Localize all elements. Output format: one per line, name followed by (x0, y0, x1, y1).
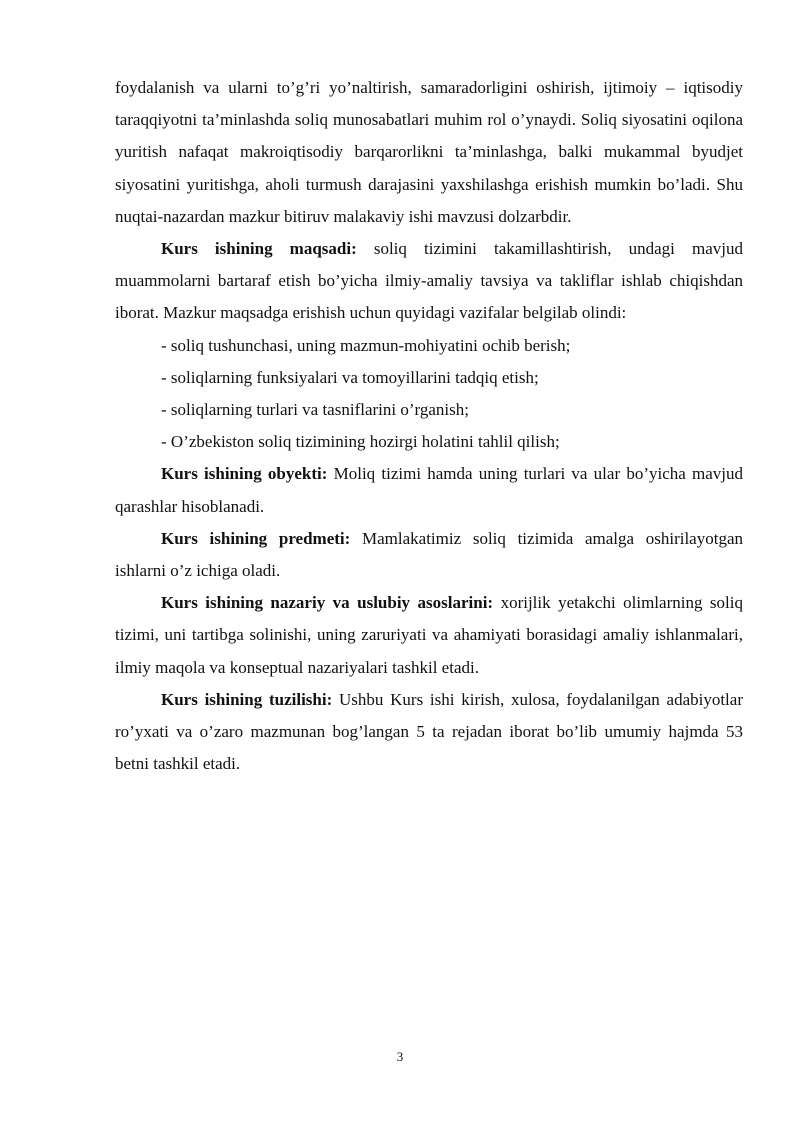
subject-paragraph (115, 523, 743, 587)
intro-paragraph: foydalanish va ularni to’g’ri yo’naltirish, samaradorligini oshirish, ijtimoiy – iqtisodiy taraqqiyotni ta’minlashda soliq munosabatlari muhim rol o’ynaydi. Soliq siyosatini oqilona yuritish nafaqat makroiqtisodiy barqarorlikni ta’minlashga, balki mukammal byudjet siyosatini yuritishga, aholi turmush darajasini yaxshilashga erishish mumkin bo’ladi. Shu nuqtai-nazardan mazkur bitiruv malakaviy ishi mavzusi dolzarbdir. (115, 78, 743, 226)
theory-paragraph (115, 587, 743, 684)
object-heading: Kurs ishining obyekti: (161, 464, 328, 484)
document-body (115, 72, 743, 780)
structure-text: Ushbu Kurs ishi kirish, xulosa, foydalanilgan adabiyotlar ro’yxati va o’zaro mazmunan bog’langan 5 ta rejadan iborat bo’lib umumiy hajmda 53 betni tashkil etadi. (115, 689, 743, 774)
theory-text: xorijlik yetakchi olimlarning soliq tizimi, uni tartibga solinishi, uning zaruriyati va ahamiyati borasidagi amaliy ishlanmalari, ilmiy maqola va konseptual nazariyalari tashkil etadi. (115, 593, 743, 677)
object-text: Moliq tizimi hamda uning turlari va ular bo’yicha mavjud qarashlar hisoblanadi. (115, 464, 743, 516)
goal-paragraph (115, 233, 743, 330)
task-item: - soliqlarning funksiyalari va tomoyillarini tadqiq etish; (161, 367, 539, 387)
page-number: 3 (396, 1049, 404, 1064)
task-item: - soliq tushunchasi, uning mazmun-mohiyatini ochib berish; (161, 335, 571, 355)
structure-heading: Kurs ishining tuzilishi: (161, 689, 333, 709)
goal-heading: Kurs ishining maqsadi: (161, 239, 357, 259)
task-item: - O’zbekiston soliq tizimining hozirgi holatini tahlil qilish; (161, 432, 560, 452)
structure-paragraph (115, 684, 743, 781)
subject-text: Mamlakatimiz soliq tizimida amalga oshirilayotgan ishlarni o’z ichiga oladi. (115, 528, 743, 581)
object-paragraph (115, 458, 743, 522)
goal-text: soliq tizimini takamillashtirish, undagi mavjud muammolarni bartaraf etish bo’yicha ilmiy-amaliy tavsiya va takliflar ishlab chiqishdan iborat. Mazkur maqsadga erishish uchun quyidagi vazifalar belgilab olindi: (115, 239, 743, 323)
task-item: - soliqlarning turlari va tasniflarini o’rganish; (161, 400, 469, 420)
theory-heading: Kurs ishining nazariy va uslubiy asoslarini: (161, 593, 494, 613)
subject-heading: Kurs ishining predmeti: (161, 528, 351, 548)
